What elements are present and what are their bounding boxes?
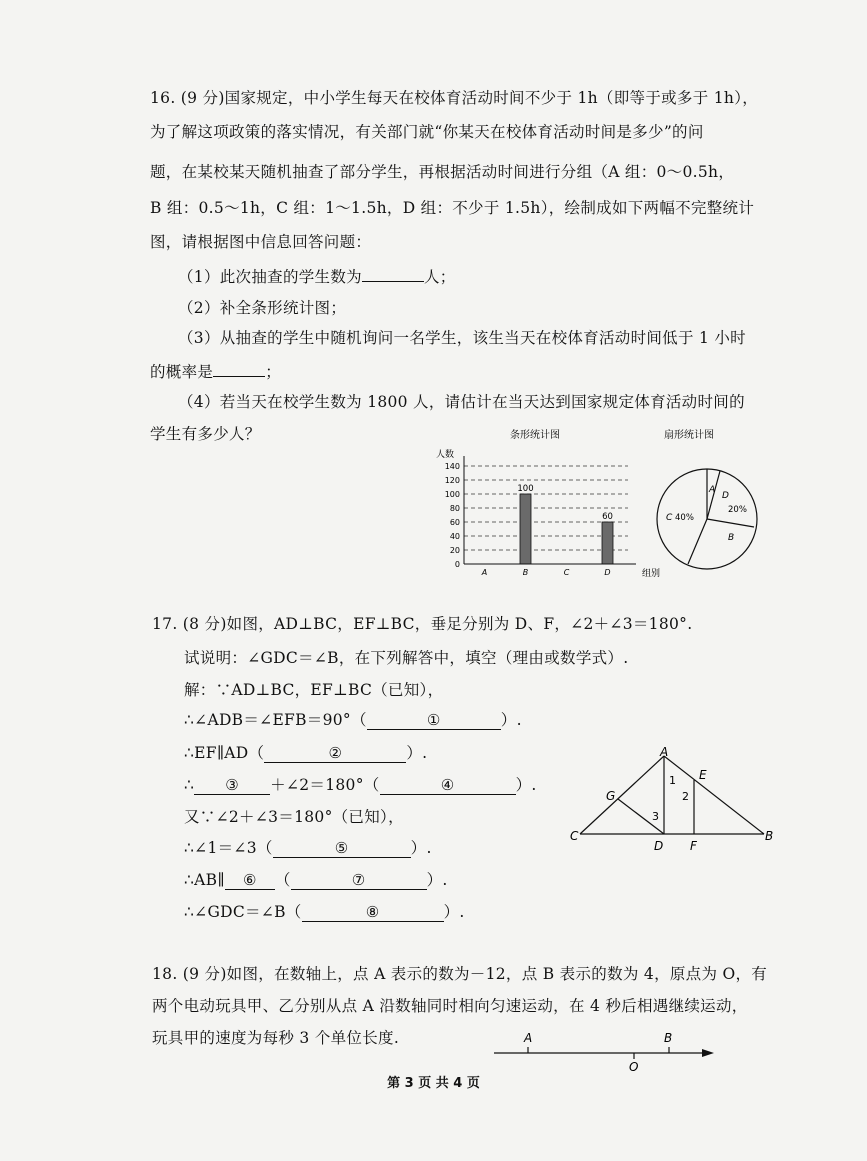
q16-line-4: B 组：0.5～1h，C 组：1～1.5h，D 组：不少于 1.5h），绘制成如下两幅不完整统计 <box>150 199 755 217</box>
x-category-label: A <box>481 568 488 577</box>
blank-6: ⑥ <box>225 871 275 890</box>
y-tick-label: 40 <box>449 532 460 541</box>
q17-step-1-end: ）. <box>500 711 522 729</box>
q17-step-2 <box>184 741 427 763</box>
q16-sub1-text: （1）此次抽查的学生数为 <box>178 268 362 286</box>
q18-line-3: 玩具甲的速度为每秒 3 个单位长度. <box>152 1029 400 1047</box>
label-e: E <box>699 768 707 782</box>
q16-line-3: 题，在某校某天随机抽查了部分学生，再根据活动时间进行分组（A 组：0～0.5h， <box>150 163 735 181</box>
label-g: G <box>606 789 616 803</box>
label-d: D <box>654 839 664 853</box>
q16-sub4-line-2: 学生有多少人？ <box>150 425 261 443</box>
y-tick-label: 140 <box>444 462 460 471</box>
blank-4: ④ <box>380 776 516 795</box>
q17-step-3 <box>184 773 537 795</box>
number-line-arrow <box>702 1049 714 1057</box>
bar-chart-title: 条形统计图 <box>510 430 560 441</box>
bar-chart-xlabel: 组别 <box>642 569 661 579</box>
q16-sub3-line-1: （3）从抽查的学生中随机询问一名学生，该生当天在校体育活动时间低于 1 小时 <box>178 329 746 347</box>
bar-value-label: 100 <box>517 484 534 494</box>
q16-sub1-blank <box>362 263 424 282</box>
y-tick-label: 80 <box>449 504 460 513</box>
q17-step-6-text: ∴AB∥ <box>184 871 225 889</box>
q18-line-1: 18. (9 分)如图，在数轴上，点 A 表示的数为－12，点 B 表示的数为 4，原点为 O，有 <box>152 965 768 983</box>
q16-sub2: （2）补全条形统计图； <box>178 299 347 317</box>
q16-sub3-blank <box>213 358 265 377</box>
pie-divider-db <box>707 519 754 527</box>
blank-1: ① <box>367 711 501 730</box>
q17-line-1: 17. (8 分)如图，AD⊥BC，EF⊥BC，垂足分别为 D、F，∠2＋∠3＝180°. <box>152 615 693 633</box>
page-footer: 第 3 页 共 4 页 <box>387 1076 480 1091</box>
pie-divider-ad <box>707 471 720 519</box>
blank-8: ⑧ <box>302 903 444 922</box>
axis-label-b: B <box>664 1031 673 1045</box>
label-angle-3: 3 <box>652 810 659 823</box>
q17-step-5-end: ）. <box>410 839 432 857</box>
q17-step-6-end: ）. <box>426 871 448 889</box>
q17-step-1-text: ∴∠ADB＝∠EFB＝90°（ <box>184 711 367 729</box>
pie-chart <box>650 424 770 574</box>
q17-step-2-end: ）. <box>406 744 428 762</box>
pie-pct-d: 20% <box>728 505 747 515</box>
q18-line-2: 两个电动玩具甲、乙分别从点 A 沿数轴同时相向匀速运动，在 4 秒后相遇继续运动， <box>152 997 748 1015</box>
q16-sub3-end: ； <box>265 363 282 381</box>
y-tick-label: 100 <box>444 490 460 499</box>
q16-sub1-unit: 人； <box>423 268 456 286</box>
y-tick-label: 60 <box>449 518 460 527</box>
label-a: A <box>660 745 669 759</box>
q17-step-8 <box>184 900 465 922</box>
pie-label-d: D <box>722 491 729 501</box>
bar-value-label: 60 <box>602 512 613 522</box>
q16-sub3-text: 的概率是 <box>150 363 214 381</box>
pie-label-c: C <box>666 513 673 523</box>
blank-3: ③ <box>194 776 270 795</box>
pie-pct-c: 40% <box>675 513 694 523</box>
label-b: B <box>765 829 774 843</box>
y-tick-label: 0 <box>454 560 460 569</box>
q17-step-3-end: ）. <box>515 776 537 794</box>
axis-label-o: O <box>629 1060 639 1072</box>
q16-line-1: 16. (9 分)国家规定，中小学生每天在校体育活动时间不少于 1h（即等于或多于 1h）， <box>150 89 759 107</box>
q17-step-1 <box>184 708 522 730</box>
blank-7: ⑦ <box>291 871 427 890</box>
pie-divider-cb <box>688 519 707 564</box>
q16-sub1 <box>178 263 456 287</box>
bar-chart <box>420 424 670 580</box>
q17-step-8-text: ∴∠GDC＝∠B（ <box>184 903 302 921</box>
q17-line-2: 试说明：∠GDC＝∠B，在下列解答中，填空（理由或数学式）. <box>184 649 629 667</box>
label-angle-1: 1 <box>669 774 676 787</box>
q17-step-6 <box>184 868 448 890</box>
triangle-figure <box>566 744 786 856</box>
q16-sub4-line-1: （4）若当天在校学生数为 1800 人，请估计在当天达到国家规定体育活动时间的 <box>178 393 745 411</box>
label-angle-2: 2 <box>682 790 689 803</box>
bar-b <box>520 494 531 564</box>
label-f: F <box>690 839 697 853</box>
pie-chart-title: 扇形统计图 <box>664 430 714 441</box>
q17-line-3: 解：∵AD⊥BC，EF⊥BC（已知）， <box>184 681 444 699</box>
bar-chart-ylabel: 人数 <box>436 450 455 460</box>
q17-step-6-mid: （ <box>274 871 291 889</box>
q17-step-2-text: ∴EF∥AD（ <box>184 744 265 762</box>
y-tick-label: 20 <box>449 546 460 555</box>
q17-line-7: 又∵∠2＋∠3＝180°（已知）， <box>184 808 404 826</box>
x-category-label: C <box>563 568 570 577</box>
pie-label-a: A <box>709 485 716 495</box>
q17-step-5-text: ∴∠1＝∠3（ <box>184 839 273 857</box>
x-category-label: D <box>604 568 611 577</box>
q16-sub3-line-2 <box>150 358 281 382</box>
pie-label-b: B <box>728 533 735 543</box>
y-tick-label: 120 <box>444 476 460 485</box>
bar-d <box>602 522 613 564</box>
axis-label-a: A <box>524 1031 533 1045</box>
x-category-label: B <box>522 568 529 577</box>
blank-2: ② <box>264 744 406 763</box>
q16-line-2: 为了解这项政策的落实情况，有关部门就“你某天在校体育活动时间是多少”的问 <box>150 123 704 141</box>
blank-5: ⑤ <box>273 839 411 858</box>
q16-line-5: 图，请根据图中信息回答问题： <box>150 233 372 251</box>
q17-step-8-end: ）. <box>443 903 465 921</box>
label-c: C <box>570 829 579 843</box>
number-line <box>488 1028 724 1072</box>
segment-ab <box>664 756 764 834</box>
q17-step-5 <box>184 836 432 858</box>
q17-step-3-text: ∴ <box>184 776 195 794</box>
q17-step-3-mid: ＋∠2＝180°（ <box>270 776 380 794</box>
